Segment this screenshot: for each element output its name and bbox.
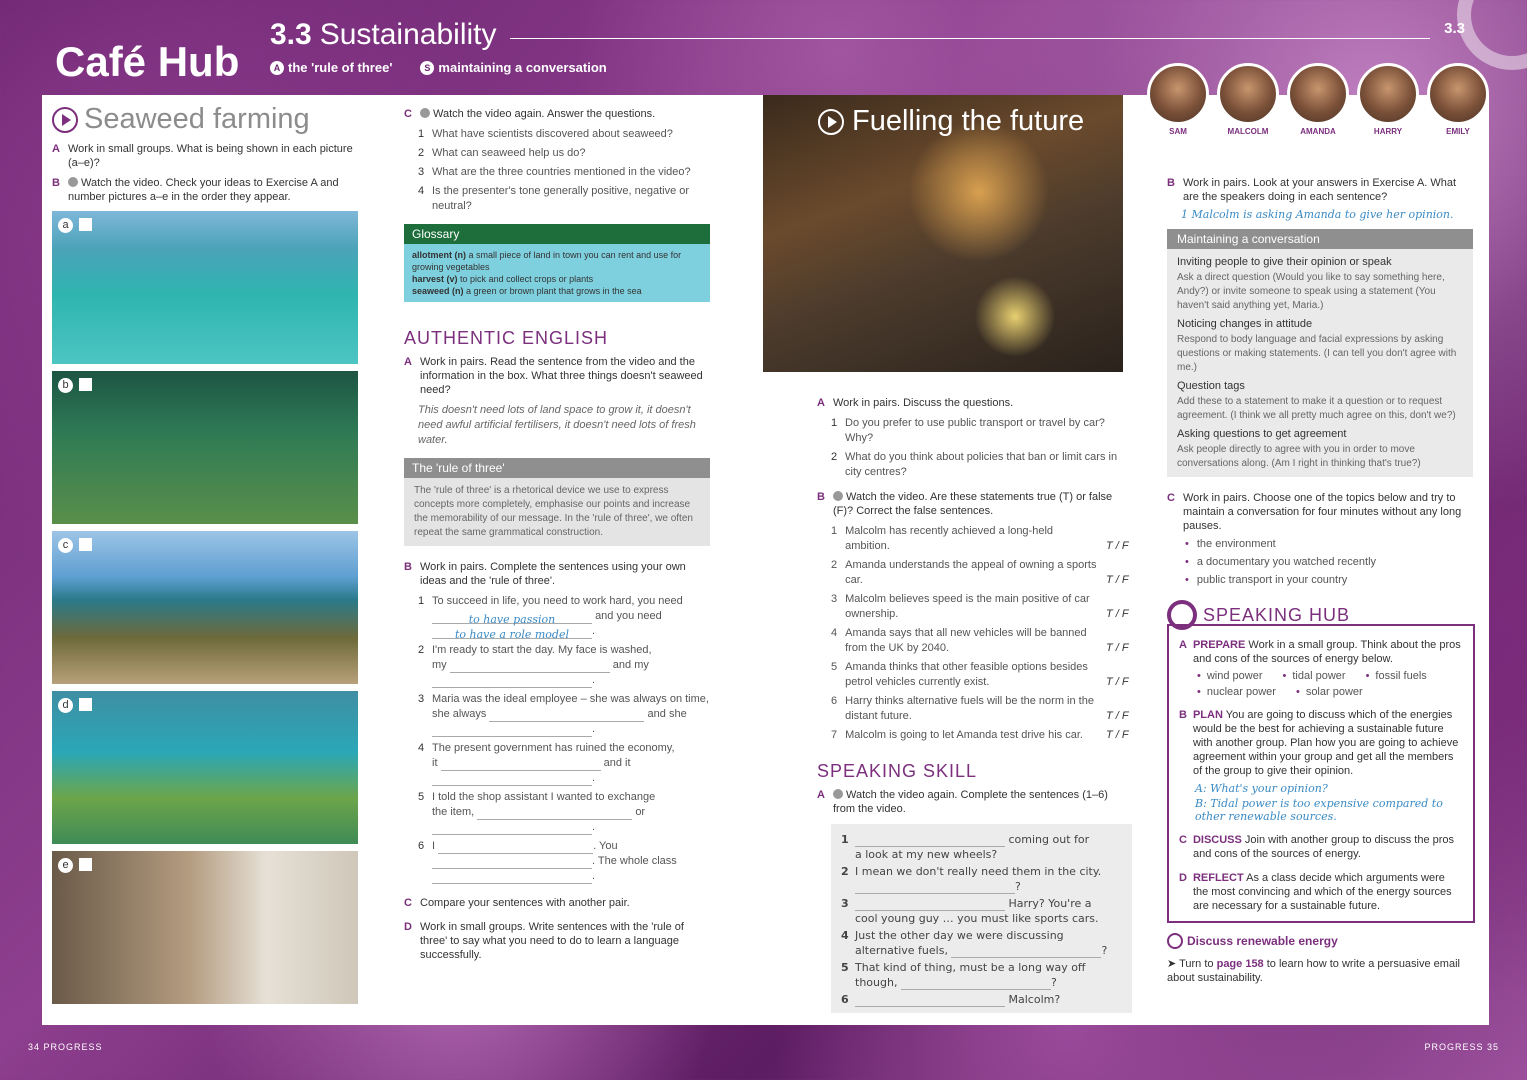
answer-box[interactable]: [79, 538, 92, 551]
skill-icon: S: [420, 61, 434, 75]
blank-field[interactable]: [432, 676, 592, 688]
list-item: • the environment: [1185, 537, 1475, 552]
list-item: • a documentary you watched recently: [1185, 555, 1475, 570]
blank-field[interactable]: [477, 808, 632, 820]
avatar: [1217, 63, 1279, 125]
video-questions: [418, 127, 714, 214]
fuelling-exercise-a: A Work in pairs. Discuss the questions.: [817, 397, 1014, 409]
list-item: 3 Malcolm believes speed is the main positive of car ownership. T / F: [831, 592, 1132, 622]
handwritten-answer: A: What's your opinion?: [1195, 782, 1328, 795]
list-item: 1 coming out for a look at my new wheels?: [841, 833, 1090, 861]
video-icon: [420, 108, 430, 118]
picture-b: [52, 371, 358, 524]
list-item: 6 Harry thinks alternative fuels will be the norm in the distant future. T / F: [831, 694, 1132, 724]
page-link[interactable]: page 158: [1216, 958, 1264, 970]
avatar-malcolm: MALCOLM: [1217, 63, 1279, 136]
list-item: 3 Harry? You're a cool young guy … you must like sports cars.: [841, 897, 1099, 925]
avatar: [1427, 63, 1489, 125]
glossary-title: Glossary: [404, 224, 710, 244]
true-false-toggle[interactable]: T / F: [1106, 642, 1129, 654]
list-item: 4 Just the other day we were discussing alternative fuels, ?: [841, 929, 1108, 957]
handwritten-answer: to have a role model: [455, 628, 569, 641]
list-item: 5 That kind of thing, must be a long way off though, ?: [841, 961, 1086, 989]
maintaining-conversation-box: Maintaining a conversation Inviting people to give their opinion or speak Ask a direct question (Would you like to say something here, Andy?) or invite someone to speak using a statement (You haven't said anything yet, Maria.) Noticing changes in attitude Respond to body language and facial expressions by asking questions or making statements. (I can tell you don't agree with me.) Question tags Add these to a statement to make it a question or to request agreement. (I think we all pretty much agree on this, don't we?) Asking questions to get agreement Ask people directly to agree with you in order to move conversations along. (Am I right in thinking that's true?): [1167, 229, 1473, 477]
true-false-toggle[interactable]: T / F: [1106, 608, 1129, 620]
rule-of-three-body: The 'rule of three' is a rhetorical device we use to express concepts more completely, emphasise our points and increase the memorability of our message. In the 'rule of three', we often repeat the same grammatical construction.: [414, 485, 693, 538]
authentic-exercise-c: C Compare your sentences with another pair.: [404, 897, 630, 909]
picture-label: e: [58, 858, 73, 873]
brand-title: Café Hub: [55, 38, 240, 85]
handwritten-answer: 1 Malcolm is asking Amanda to give her opinion.: [1181, 208, 1454, 221]
avatar-amanda: AMANDA: [1287, 63, 1349, 136]
list-item: 1 To succeed in life, you need to work hard, you need to have passion and you need to have a role model .: [418, 595, 683, 641]
glossary-body: allotment (n) a small piece of land in town you can rent and use for growing vegetables harvest (v) to pick and collect crops or plants seaweed (n) a green or brown plant that grows in the sea: [412, 250, 682, 296]
list-item: • public transport in your country: [1185, 573, 1475, 588]
list-item: 3 Maria was the ideal employee – she was always on time, she always and she .: [418, 693, 709, 735]
energy-options: • wind power • tidal power • fossil fuels • nuclear power • solar power: [1197, 670, 1463, 698]
rule-of-three-title: The 'rule of three': [404, 458, 710, 478]
fuelling-title-text: Fuelling the future: [852, 105, 1085, 137]
true-false-toggle[interactable]: T / F: [1106, 676, 1129, 688]
picture-e: [52, 851, 358, 1004]
play-icon: [818, 109, 844, 135]
handwritten-answer: B: Tidal power is too expensive compared to other renewable sources.: [1195, 797, 1443, 823]
avatar-emily: EMILY: [1427, 63, 1489, 136]
speaking-hub-box: A PREPARE Work in a small group. Think about the pros and cons of the sources of energy below. • wind power • tidal power • fossil fuels • nuclear power • solar power B PLAN You are going to discuss which of the energies would be the best for achieving a sustainable future with another group. Plan how you are going to achieve agreement within your group and get all the members of the group to give their opinion. A: What's your opinion? B: Tidal power is too expensive compared to other renewable sources. C DISCUSS Join with another group to discuss the pros and cons of the sources of energy. D REFLECT As a class decide which arguments were the most convincing and which of the energy sources are necessary for a sustainable future.: [1167, 624, 1475, 923]
avatar-sam: SAM: [1147, 63, 1209, 136]
maintaining-exercise-b: B Work in pairs. Look at your answers in Exercise A. What are the speakers doing in each sentence?: [1167, 177, 1457, 203]
avatar: [1287, 63, 1349, 125]
seaweed-title: [52, 103, 362, 136]
speaking-skill-exercise-a: A Watch the video again. Complete the sentences (1–6) from the video.: [817, 789, 1108, 815]
lesson-title: Sustainability: [319, 18, 497, 51]
list-item: 1 Do you prefer to use public transport or travel by car? Why?: [831, 417, 1105, 444]
seaweed-exercise-b: B Watch the video. Check your ideas to Exercise A and number pictures a–e in the order they appear.: [52, 177, 339, 203]
answer-box[interactable]: [79, 698, 92, 711]
language-icon: A: [270, 61, 284, 75]
lesson-heading: [270, 18, 496, 52]
extension-link[interactable]: Discuss renewable energy: [1167, 933, 1475, 949]
video-quote: This doesn't need lots of land space to grow it, it doesn't need awful artificial fertilisers, it doesn't need lots of fresh water.: [418, 404, 696, 446]
video-icon: [833, 789, 843, 799]
list-item: 1 Malcolm has recently achieved a long-held ambition. T / F: [831, 524, 1132, 554]
picture-label: b: [58, 378, 73, 393]
authentic-english-heading: AUTHENTIC ENGLISH: [404, 328, 609, 348]
blank-field[interactable]: [432, 872, 592, 884]
list-item: 4 Is the presenter's tone generally positive, negative or neutral?: [418, 185, 690, 212]
header-rule: [510, 38, 1430, 39]
blank-field[interactable]: [855, 995, 1005, 1007]
blank-field[interactable]: [450, 661, 610, 673]
avatar: [1147, 63, 1209, 125]
handwritten-answer: to have passion: [468, 613, 556, 626]
list-item: 6 Malcolm?: [841, 993, 1061, 1006]
true-false-toggle[interactable]: T / F: [1106, 729, 1129, 741]
blank-field[interactable]: [951, 946, 1101, 958]
textbook-spread: [42, 95, 1489, 1025]
video-c-text: Watch the video again. Answer the questions.: [433, 108, 656, 120]
picture-label: d: [58, 698, 73, 713]
list-item: 2 I mean we don't really need them in the city. ?: [841, 865, 1102, 893]
list-item: 2 What do you think about policies that ban or limit cars in city centres?: [831, 451, 1118, 478]
video-exercise-c: C Watch the video again. Answer the questions.: [404, 108, 656, 120]
seaweed-title-text: Seaweed farming: [84, 103, 310, 135]
list-item: 2 Amanda understands the appeal of owning a sports car. T / F: [831, 558, 1132, 588]
maintaining-box-title: Maintaining a conversation: [1167, 229, 1473, 249]
list-item: 7 Malcolm is going to let Amanda test drive his car. T / F: [831, 728, 1132, 743]
maintaining-exercise-c: C Work in pairs. Choose one of the topics below and try to maintain a conversation for four minutes without any long pauses.: [1167, 492, 1462, 532]
video-icon: [833, 491, 843, 501]
blank-field[interactable]: [432, 774, 592, 786]
true-false-toggle[interactable]: T / F: [1106, 710, 1129, 722]
list-item: 1 What have scientists discovered about seaweed?: [418, 128, 673, 140]
blank-field[interactable]: [855, 835, 1005, 847]
blank-field[interactable]: [855, 899, 1005, 911]
page-label: 3.3: [1444, 20, 1465, 37]
blank-field[interactable]: [432, 857, 592, 869]
list-item: 3 What are the three countries mentioned in the video?: [418, 166, 691, 178]
fuelling-title: [818, 105, 1084, 138]
video-icon: [68, 177, 78, 187]
blank-field[interactable]: [432, 725, 592, 737]
seaweed-column: [52, 95, 362, 1004]
authentic-exercise-d: D Work in small groups. Write sentences with the 'rule of three' to say what you need to do to learn a language successfully.: [404, 921, 684, 961]
true-false-toggle[interactable]: T / F: [1106, 540, 1129, 552]
avatar-harry: HARRY: [1357, 63, 1419, 136]
turn-to-page: ➤ Turn to page 158 to learn how to write a persuasive email about sustainability.: [1167, 958, 1460, 984]
blank-field[interactable]: [901, 978, 1051, 990]
subtopic-skill: [420, 60, 606, 75]
extension-icon: [1167, 933, 1183, 949]
fuelling-column: [817, 390, 1132, 1013]
footer-left: 34 PROGRESS: [28, 1042, 103, 1052]
character-avatars: [1147, 63, 1489, 136]
topic-list: [1185, 537, 1475, 588]
lesson-subtopics: [270, 60, 607, 75]
authentic-exercise-b: B Work in pairs. Complete the sentences using your own ideas and the 'rule of three'.: [404, 561, 686, 587]
hub-icon: [1167, 600, 1197, 630]
seaweed-a-text: Work in small groups. What is being shown in each picture (a–e)?: [68, 143, 353, 169]
true-false-list: [831, 524, 1132, 743]
list-item: 2 I'm ready to start the day. My face is washed, my and my .: [418, 644, 652, 686]
glossary-box: [404, 224, 710, 302]
list-item: 2 What can seaweed help us do?: [418, 147, 586, 159]
authentic-exercise-a: A Work in pairs. Read the sentence from the video and the information in the box. What three things doesn't seaweed need?: [404, 356, 703, 396]
subtopic-skill-label: maintaining a conversation: [438, 60, 607, 75]
list-item: 6 I . You . The whole class .: [418, 840, 677, 882]
decorative-ring: [1457, 0, 1527, 70]
blank-field[interactable]: [855, 882, 1015, 894]
answer-box[interactable]: [79, 378, 92, 391]
fuelling-hero-image: [763, 95, 1123, 372]
video-gap-fill: [831, 824, 1132, 1013]
speaking-column: [1167, 170, 1475, 985]
avatar: [1357, 63, 1419, 125]
sentence-completion: [418, 594, 714, 884]
play-icon: [52, 107, 78, 133]
blank-field[interactable]: [432, 823, 592, 835]
blank-field[interactable]: [441, 759, 601, 771]
subtopic-language-label: the 'rule of three': [288, 60, 393, 75]
true-false-toggle[interactable]: T / F: [1106, 574, 1129, 586]
fuelling-exercise-b: B Watch the video. Are these statements true (T) or false (F)? Correct the false sentences.: [817, 491, 1113, 517]
blank-field[interactable]: [489, 710, 644, 722]
picture-label: a: [58, 218, 73, 233]
picture-d: [52, 691, 358, 844]
picture-c: [52, 531, 358, 684]
list-item: 4 Amanda says that all new vehicles will be banned from the UK by 2040. T / F: [831, 626, 1132, 656]
discussion-questions: [831, 416, 1132, 480]
list-item: 5 I told the shop assistant I wanted to exchange the item, or .: [418, 791, 656, 833]
list-item: 4 The present government has ruined the economy, it and it .: [418, 742, 675, 784]
lesson-number: 3.3: [270, 18, 312, 51]
speaking-hub-heading: SPEAKING HUB: [1167, 600, 1475, 630]
speaking-skill-heading: SPEAKING SKILL: [817, 761, 978, 781]
seaweed-b-text: Watch the video. Check your ideas to Exercise A and number pictures a–e in the order they appear.: [68, 177, 339, 203]
rule-of-three-box: [404, 458, 710, 546]
list-item: 5 Amanda thinks that other feasible options besides petrol vehicles currently exist. T / F: [831, 660, 1132, 690]
seaweed-exercise-a: A Work in small groups. What is being shown in each picture (a–e)?: [52, 142, 362, 170]
picture-label: c: [58, 538, 73, 553]
authentic-column: [404, 95, 714, 962]
blank-field[interactable]: [438, 842, 593, 854]
picture-a: [52, 211, 358, 364]
subtopic-language: [270, 60, 392, 75]
answer-box[interactable]: [79, 858, 92, 871]
answer-box[interactable]: [79, 218, 92, 231]
footer-right: PROGRESS 35: [1424, 1042, 1499, 1052]
